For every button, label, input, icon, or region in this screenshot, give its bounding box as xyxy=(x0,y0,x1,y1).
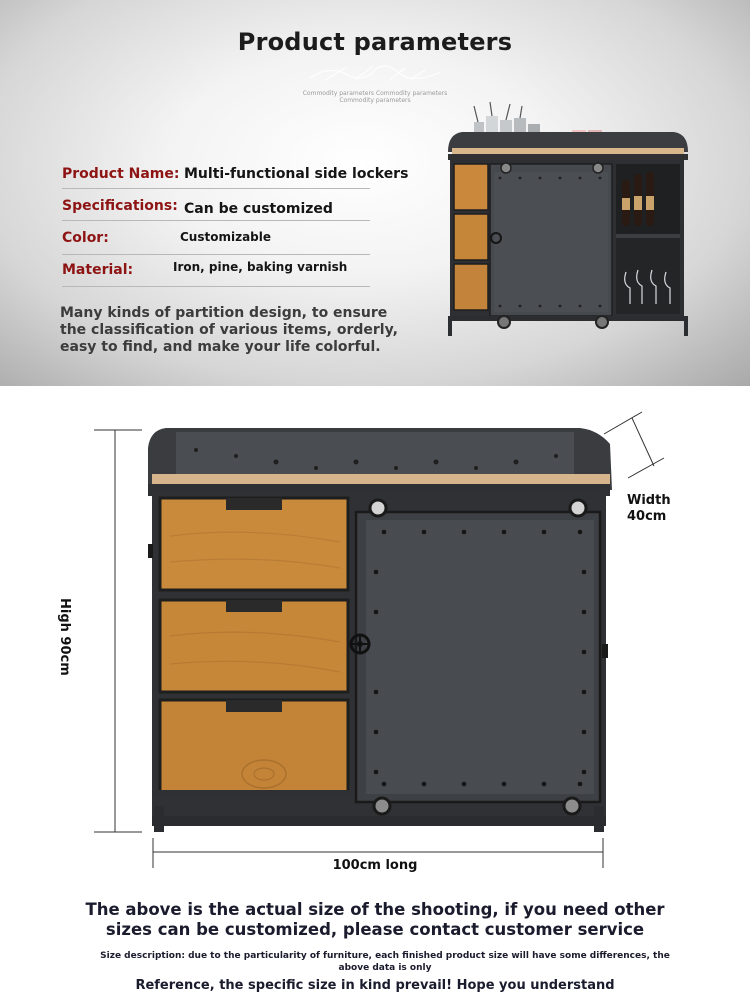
page-title: Product parameters xyxy=(237,28,513,56)
param-row-specifications xyxy=(62,190,370,218)
param-label: Color: xyxy=(62,230,109,246)
width-dimension-line xyxy=(604,412,664,478)
divider xyxy=(62,286,370,287)
param-label: Specifications: xyxy=(62,198,178,214)
param-value: Multi-functional side lockers xyxy=(184,166,409,182)
reference-note: Reference, the specific size in kind prevail! Hope you understand xyxy=(135,978,615,993)
length-label: 100cm long xyxy=(332,858,418,873)
param-value: Customizable xyxy=(180,230,272,244)
product-parameters-banner xyxy=(0,0,750,386)
cabinet-dimension-drawing xyxy=(0,386,750,886)
size-notice: The above is the actual size of the shooting, if you need other sizes can be customized, please contact customer service xyxy=(85,900,665,939)
param-row-color xyxy=(62,222,370,250)
product-photo xyxy=(440,100,696,338)
subtitle-line-1: Commodity parameters Commodity parameters xyxy=(302,90,448,97)
drawer-middle xyxy=(160,600,348,692)
width-label-line-2: 40cm xyxy=(627,509,667,524)
divider xyxy=(62,188,370,189)
param-label: Material: xyxy=(62,262,134,278)
divider xyxy=(62,220,370,221)
param-value: Can be customized xyxy=(184,201,333,217)
door-handle-wheel xyxy=(351,635,369,653)
height-dimension-line xyxy=(94,430,142,832)
title-decoration xyxy=(305,62,445,84)
width-label-line-1: Width xyxy=(627,493,671,508)
height-label: High 90cm xyxy=(57,598,72,676)
param-label: Product Name: xyxy=(62,166,180,182)
subtitle-line-2: Commodity parameters xyxy=(339,97,411,104)
drawer-bottom xyxy=(160,700,348,792)
width-label xyxy=(627,493,671,525)
param-row-product-name xyxy=(62,158,409,186)
size-description: Size description: due to the particularity of furniture, each finished product size will have some differences, the above data is only xyxy=(100,951,670,973)
param-value: Iron, pine, baking varnish xyxy=(173,260,348,274)
product-description: Many kinds of partition design, to ensure the classification of various items, orderly, easy to find, and make your life colorful. xyxy=(60,305,398,355)
dimension-figure xyxy=(0,386,750,886)
param-row-material xyxy=(62,254,370,282)
drawer-top xyxy=(160,498,348,590)
